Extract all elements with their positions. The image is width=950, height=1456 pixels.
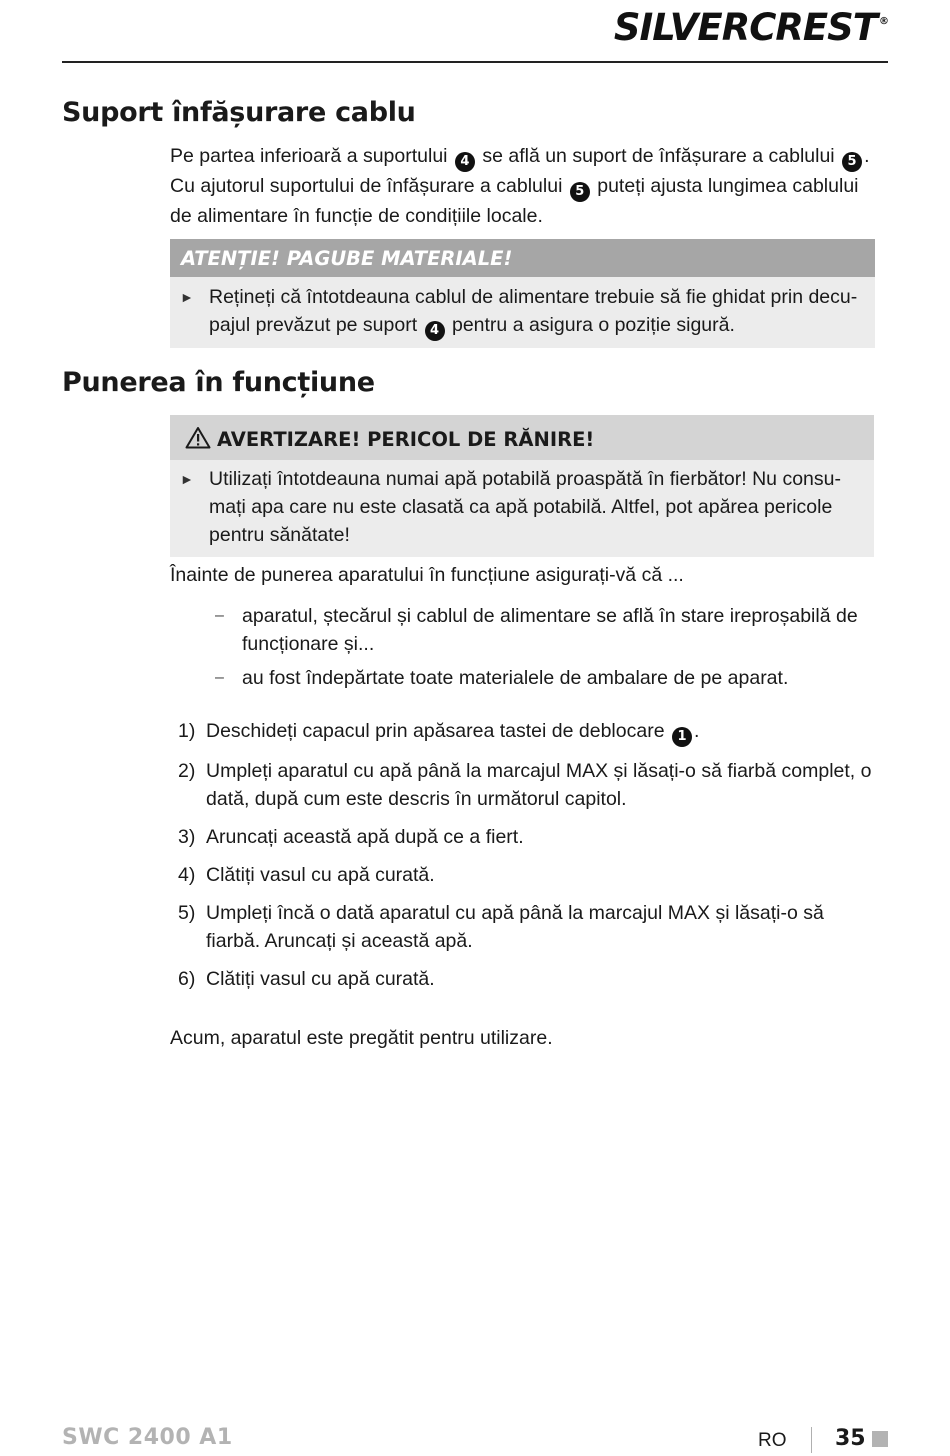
- ref-4-icon: 4: [455, 152, 475, 172]
- header-rule: [62, 61, 888, 63]
- warning-header: [170, 415, 874, 460]
- list-item: 4) Clătiți vasul cu apă curată.: [178, 864, 435, 886]
- list-item: 6) Clătiți vasul cu apă curată.: [178, 968, 435, 990]
- warning-box: [170, 415, 874, 557]
- list-item: 3) Aruncați această apă după ce a fiert.: [178, 826, 524, 848]
- footer-language: RO: [758, 1430, 787, 1451]
- ref-1-icon: 1: [672, 727, 692, 747]
- notice-body: [170, 277, 875, 348]
- warning-body: [170, 460, 874, 557]
- list-item: – aparatul, ștecărul și cablul de alimentare se află în stare ireproșabilă de funcționare și...: [215, 605, 858, 655]
- brand-name: SILVERCREST: [613, 6, 877, 49]
- registered-mark: ®: [879, 16, 888, 27]
- ref-5-icon: 5: [570, 182, 590, 202]
- list-item: – au fost îndepărtate toate materialele de ambalare de pe aparat.: [215, 667, 789, 689]
- cable-holder-paragraph: Pe partea inferioară a suportului 4 se află un suport de înfășurare a cablului 5 . Cu ajutorul suportului de înfășurare a cablului 5 puteți ajusta lungimea cablului de alimentare în funcție de condițiile locale.: [170, 145, 870, 227]
- closing-text: Acum, aparatul este pregătit pentru utilizare.: [170, 1027, 553, 1049]
- list-item: 2) Umpleți aparatul cu apă până la marcajul MAX și lăsați-o să fiarbă complet, o dată, după cum este descris în următorul capitol.: [178, 760, 872, 810]
- section-title-cable-holder: Suport înfășurare cablu: [62, 97, 416, 128]
- footer-separator: [811, 1427, 812, 1453]
- footer-square-icon: [872, 1431, 888, 1447]
- warning-text: Utilizați întotdeauna numai apă potabilă proaspătă în fierbător! Nu consumați apa care nu este clasată ca apă potabilă. Altfel, pot apărea pericole pentru sănătate!: [209, 468, 841, 546]
- ref-5-icon: 5: [842, 152, 862, 172]
- notice-title: ATENȚIE! PAGUBE MATERIALE!: [170, 239, 875, 277]
- precheck-list: [170, 602, 870, 698]
- warning-triangle-icon: [185, 426, 211, 449]
- list-item: 5) Umpleți încă o dată aparatul cu apă până la marcajul MAX și lăsați-o să fiarbă. Aruncați și această apă.: [178, 902, 824, 952]
- intro-text: Înainte de punerea aparatului în funcțiune asigurați-vă că ...: [170, 564, 684, 586]
- steps-list: [170, 717, 875, 1003]
- page-number: 35: [835, 1426, 866, 1451]
- notice-box: [170, 239, 875, 348]
- brand-logo: [614, 6, 888, 49]
- warning-title: AVERTIZARE! PERICOL DE RĂNIRE!: [217, 428, 595, 451]
- bullet-arrow-icon: ►: [180, 471, 194, 487]
- list-item: 1) Deschideți capacul prin apăsarea tastei de deblocare 1 .: [170, 717, 875, 747]
- section-title-commissioning: Punerea în funcțiune: [62, 367, 375, 398]
- ref-4-icon: 4: [425, 321, 445, 341]
- notice-text: Rețineți că întotdeauna cablul de alimentare trebuie să fie ghidat prin decupajul prevăzut pe suport 4 pentru a asigura o poziție sigură.: [170, 283, 875, 341]
- bullet-arrow-icon: ►: [180, 289, 194, 305]
- footer-model: SWC 2400 A1: [62, 1425, 233, 1450]
